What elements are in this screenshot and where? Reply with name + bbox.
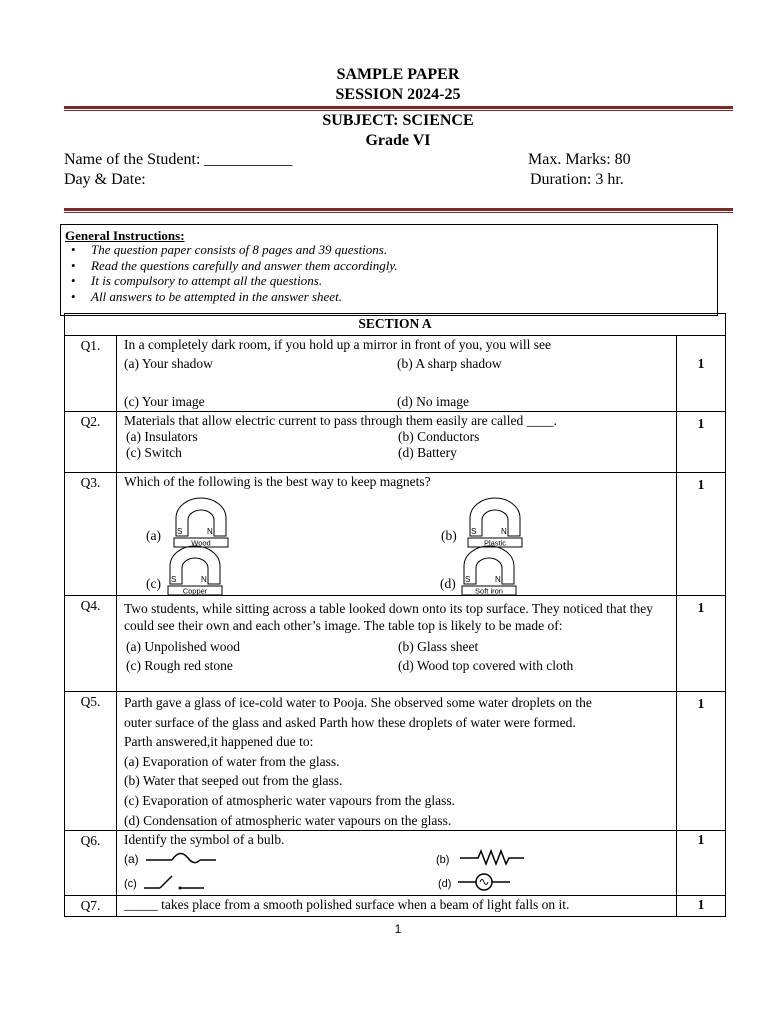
grade: Grade VI — [365, 132, 431, 149]
bulb-symbol-icon — [454, 870, 514, 892]
question-number: Q3. — [65, 473, 117, 596]
question-number: Q4. — [65, 596, 117, 692]
option-b: (b) — [436, 854, 450, 867]
option-d: (d) Condensation of atmospheric water vapours on the glass. — [124, 812, 452, 828]
option-b: (b) Water that seeped out from the glass. — [124, 773, 343, 789]
magnet-s-label: S — [465, 575, 471, 584]
wave-symbol-icon — [144, 850, 224, 868]
magnet-s-label: S — [177, 527, 183, 536]
magnet-s-label: S — [171, 575, 177, 584]
option-d: (d) Battery — [398, 445, 457, 460]
option-d: (d) — [440, 576, 456, 591]
instructions-title: General Instructions: — [65, 228, 185, 243]
section-title: SECTION A — [65, 314, 726, 336]
question-number: Q2. — [65, 412, 117, 473]
table-row — [65, 831, 726, 896]
option-d: (d) Wood top covered with cloth — [398, 658, 574, 673]
question-text: In a completely dark room, if you hold up a mirror in front of you, you will see — [124, 337, 552, 352]
option-c: (c) Rough red stone — [126, 658, 233, 673]
session: SESSION 2024-25 — [335, 86, 461, 103]
duration: Duration: 3 hr. — [530, 171, 624, 188]
question-number: Q7. — [65, 896, 117, 917]
option-a: (a) Your shadow — [124, 356, 213, 371]
marks: 1 — [677, 412, 726, 473]
instruction-item: • All answers to be attempted in the answer sheet. — [65, 289, 717, 305]
marks: 1 — [677, 692, 726, 831]
question-text-line: Parth gave a glass of ice-cold water to Pooja. She observed some water droplets on the — [124, 695, 592, 710]
option-c: (c) — [124, 878, 137, 891]
marks: 1 — [677, 596, 726, 692]
option-a: (a) Evaporation of water from the glass. — [124, 753, 340, 769]
marks: 1 — [677, 336, 726, 412]
marks: 1 — [677, 473, 726, 596]
question-text: Two students, while sitting across a table looked down onto its top surface. They noticed that they could see their own and each other’s image. The table top is likely to be made of: — [124, 601, 653, 633]
instruction-item: • Read the questions carefully and answer them accordingly. — [65, 258, 717, 274]
option-c: (c) — [146, 576, 161, 591]
magnet-soft-iron-icon — [460, 544, 518, 596]
switch-symbol-icon — [142, 872, 212, 892]
magnet-material-label: Plastic — [483, 538, 507, 548]
magnet-n-label: N — [495, 575, 501, 584]
marks: 1 — [677, 896, 726, 917]
question-text-line: Parth answered,it happened due to: — [124, 734, 314, 750]
marks: 1 — [677, 831, 726, 896]
option-a: (a) Insulators — [126, 429, 198, 444]
header-rule-bottom — [64, 208, 733, 213]
magnet-copper-icon — [166, 544, 224, 596]
option-c: (c) Switch — [126, 445, 182, 460]
question-text-line: outer surface of the glass and asked Parth how these droplets of water were formed. — [124, 714, 576, 730]
questions-table — [64, 313, 726, 917]
option-d: (d) No image — [397, 394, 469, 409]
subject: SUBJECT: SCIENCE — [322, 112, 474, 129]
option-b: (b) A sharp shadow — [397, 356, 502, 371]
magnet-material-label: Soft iron — [475, 586, 503, 596]
magnet-plastic-icon — [466, 496, 524, 548]
option-c: (c) Evaporation of atmospheric water vapours from the glass. — [124, 792, 456, 808]
question-text: Identify the symbol of a bulb. — [124, 832, 285, 848]
paper-title: SAMPLE PAPER — [336, 66, 460, 83]
question-text: Which of the following is the best way to keep magnets? — [124, 474, 431, 489]
magnet-n-label: N — [501, 527, 507, 536]
option-d: (d) — [438, 878, 452, 891]
table-row — [65, 412, 726, 473]
question-number: Q5. — [65, 692, 117, 831]
instruction-item: • The question paper consists of 8 pages and 39 questions. — [65, 242, 717, 258]
question-text: Materials that allow electric current to pass through them easily are called ____. — [124, 413, 557, 428]
instruction-item: • It is compulsory to attempt all the questions. — [65, 273, 717, 289]
table-row — [65, 896, 726, 917]
option-a: (a) Unpolished wood — [126, 639, 240, 654]
magnet-s-label: S — [471, 527, 477, 536]
magnet-wood-icon — [172, 496, 230, 548]
question-number: Q6. — [65, 831, 117, 896]
resistor-symbol-icon — [458, 848, 528, 866]
header-rule-top — [64, 106, 733, 111]
option-b: (b) — [441, 528, 457, 543]
max-marks: Max. Marks: 80 — [528, 151, 631, 168]
magnet-material-label: Wood — [191, 538, 211, 548]
page-number: 1 — [394, 922, 402, 936]
question-text: _____ takes place from a smooth polished surface when a beam of light falls on it. — [117, 896, 677, 917]
question-number: Q1. — [65, 336, 117, 412]
table-row — [65, 596, 726, 692]
option-b: (b) Conductors — [398, 429, 480, 444]
option-a: (a) — [124, 852, 139, 867]
table-row — [65, 692, 726, 831]
general-instructions — [60, 224, 718, 316]
option-a: (a) — [146, 528, 161, 543]
option-c: (c) Your image — [124, 394, 205, 409]
magnet-n-label: N — [207, 527, 213, 536]
magnet-n-label: N — [201, 575, 207, 584]
student-name-label: Name of the Student: ___________ — [64, 151, 293, 168]
option-b: (b) Glass sheet — [398, 639, 479, 654]
magnet-material-label: Copper — [182, 586, 208, 596]
table-row — [65, 336, 726, 412]
table-row — [65, 473, 726, 596]
day-date-label: Day & Date: — [64, 171, 146, 188]
